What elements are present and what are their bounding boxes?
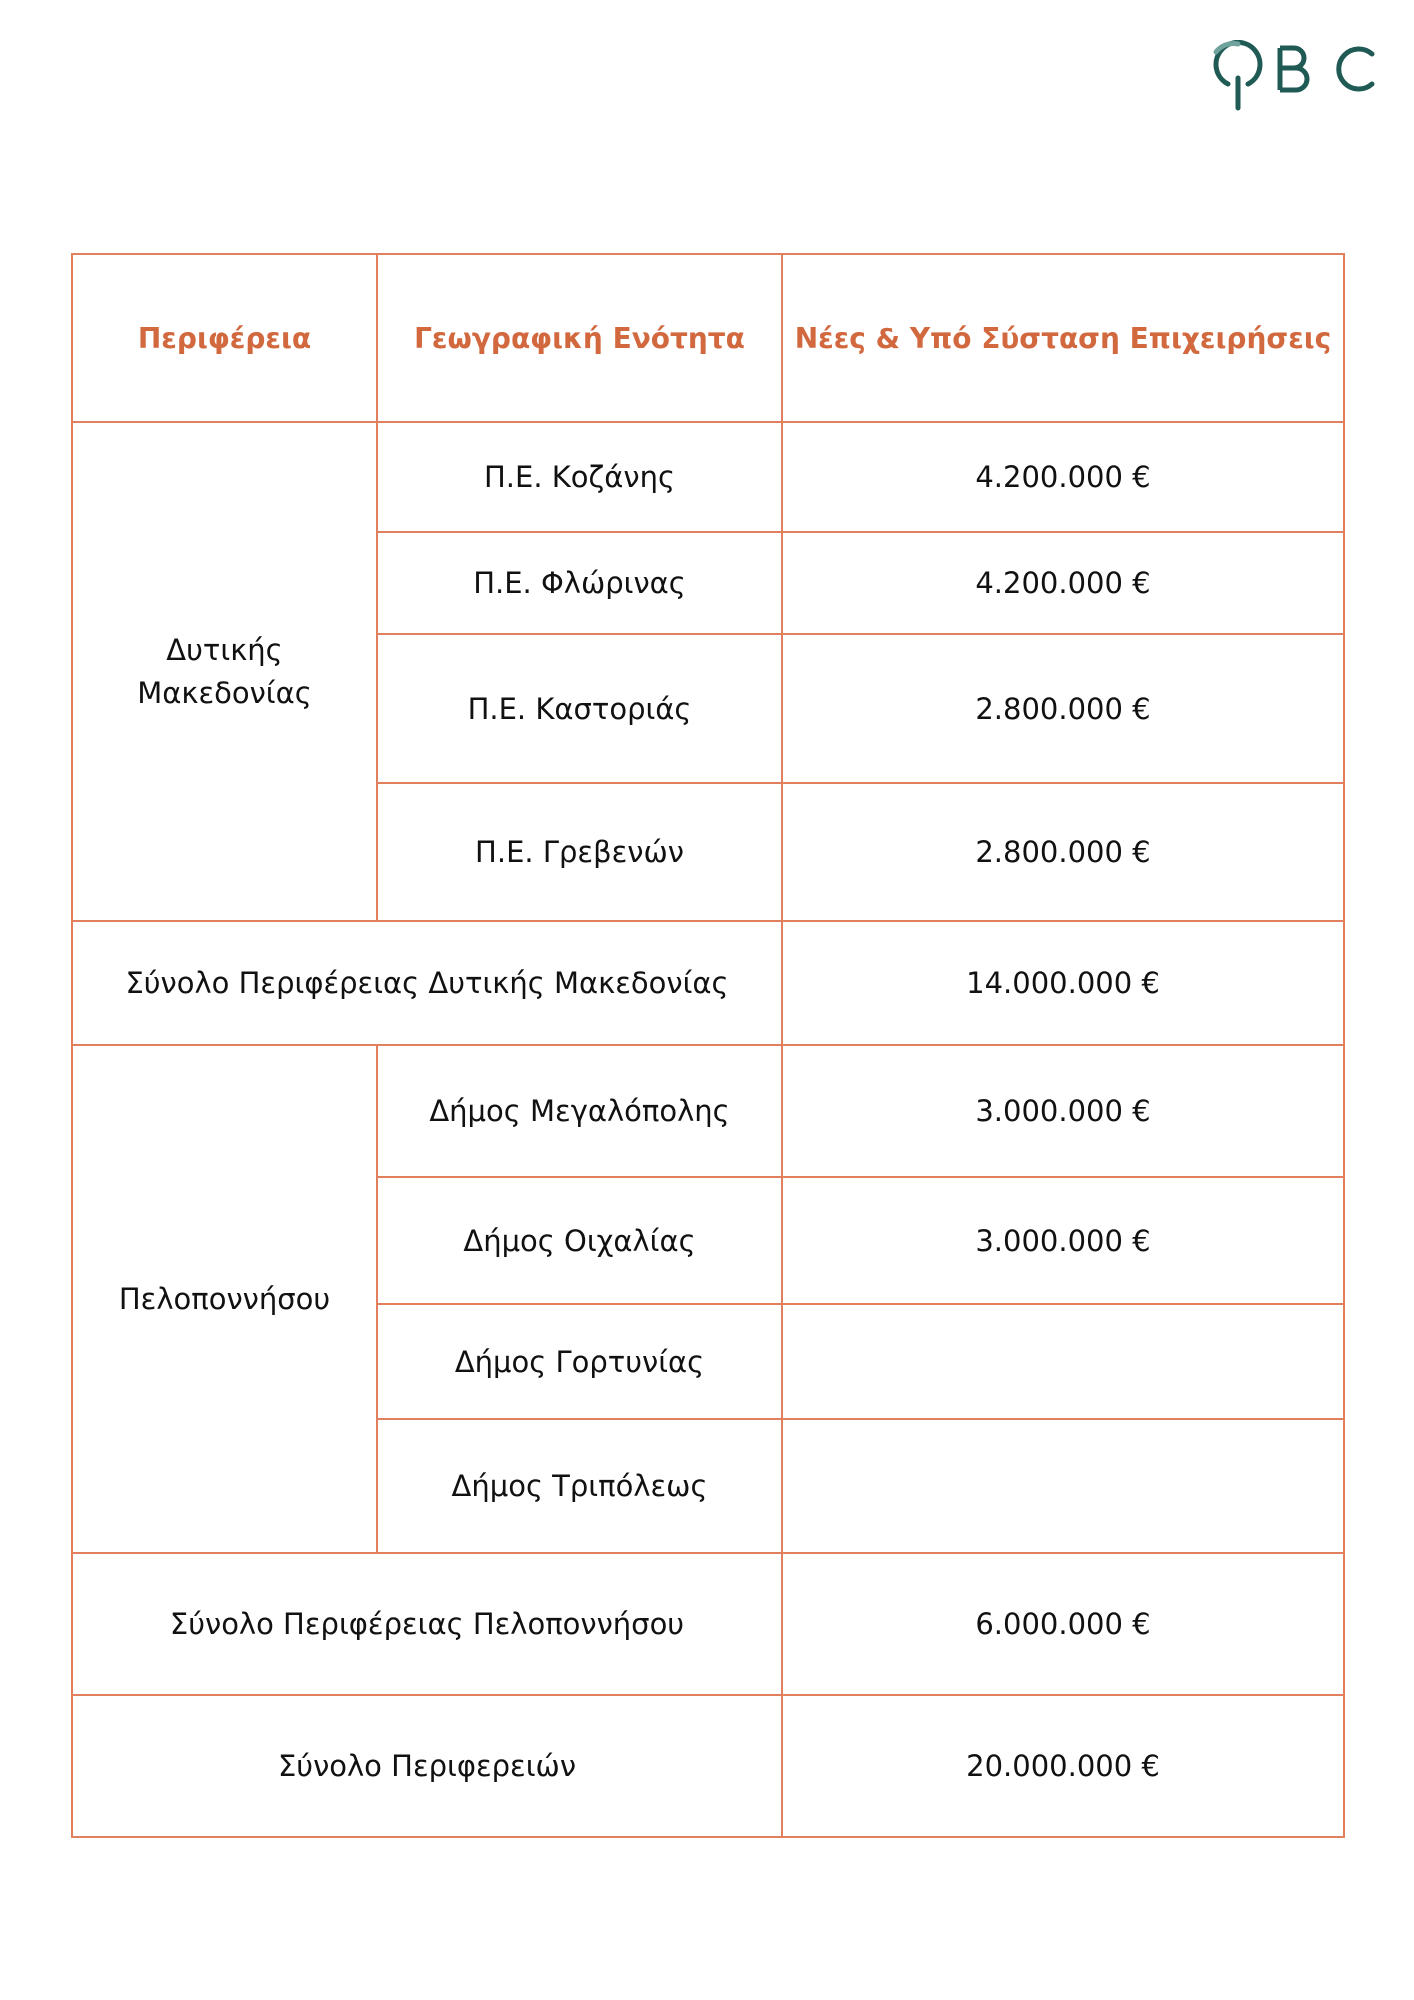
area-cell: Π.Ε. Κοζάνης (377, 422, 782, 532)
region-name: Μακεδονίας (137, 675, 312, 710)
table-row (72, 422, 1344, 532)
table-header-row (72, 254, 1344, 422)
area-cell: Δήμος Μεγαλόπολης (377, 1045, 782, 1177)
area-cell: Π.Ε. Γρεβενών (377, 783, 782, 921)
grand-total-row (72, 1695, 1344, 1837)
company-logo (1210, 40, 1385, 115)
area-cell: Δήμος Τριπόλεως (377, 1419, 782, 1553)
funding-allocation-table (71, 253, 1345, 1838)
area-cell: Π.Ε. Φλώρινας (377, 532, 782, 634)
subtotal-row (72, 1553, 1344, 1695)
subtotal-amount: 14.000.000 € (782, 921, 1344, 1045)
grand-total-label: Σύνολο Περιφερειών (72, 1695, 782, 1837)
amount-cell: 3.000.000 € (782, 1177, 1344, 1304)
subtotal-amount: 6.000.000 € (782, 1553, 1344, 1695)
area-cell: Δήμος Οιχαλίας (377, 1177, 782, 1304)
header-area: Γεωγραφική Ενότητα (377, 254, 782, 422)
amount-cell: 2.800.000 € (782, 783, 1344, 921)
amount-cell: 4.200.000 € (782, 422, 1344, 532)
table-row (72, 1045, 1344, 1177)
grand-total-amount: 20.000.000 € (782, 1695, 1344, 1837)
area-cell: Δήμος Γορτυνίας (377, 1304, 782, 1419)
amount-cell (782, 1419, 1344, 1553)
amount-cell: 3.000.000 € (782, 1045, 1344, 1177)
amount-cell: 2.800.000 € (782, 634, 1344, 783)
amount-cell (782, 1304, 1344, 1419)
subtotal-label: Σύνολο Περιφέρειας Δυτικής Μακεδονίας (72, 921, 782, 1045)
qbc-logo-icon (1210, 40, 1385, 115)
area-cell: Π.Ε. Καστοριάς (377, 634, 782, 783)
subtotal-label: Σύνολο Περιφέρειας Πελοποννήσου (72, 1553, 782, 1695)
header-region: Περιφέρεια (72, 254, 377, 422)
header-amount: Νέες & Υπό Σύσταση Επιχειρήσεις (782, 254, 1344, 422)
region-cell-western-macedonia (72, 422, 377, 921)
amount-cell: 4.200.000 € (782, 532, 1344, 634)
subtotal-row (72, 921, 1344, 1045)
region-cell-peloponnese: Πελοποννήσου (72, 1045, 377, 1553)
region-name: Δυτικής (166, 633, 283, 668)
